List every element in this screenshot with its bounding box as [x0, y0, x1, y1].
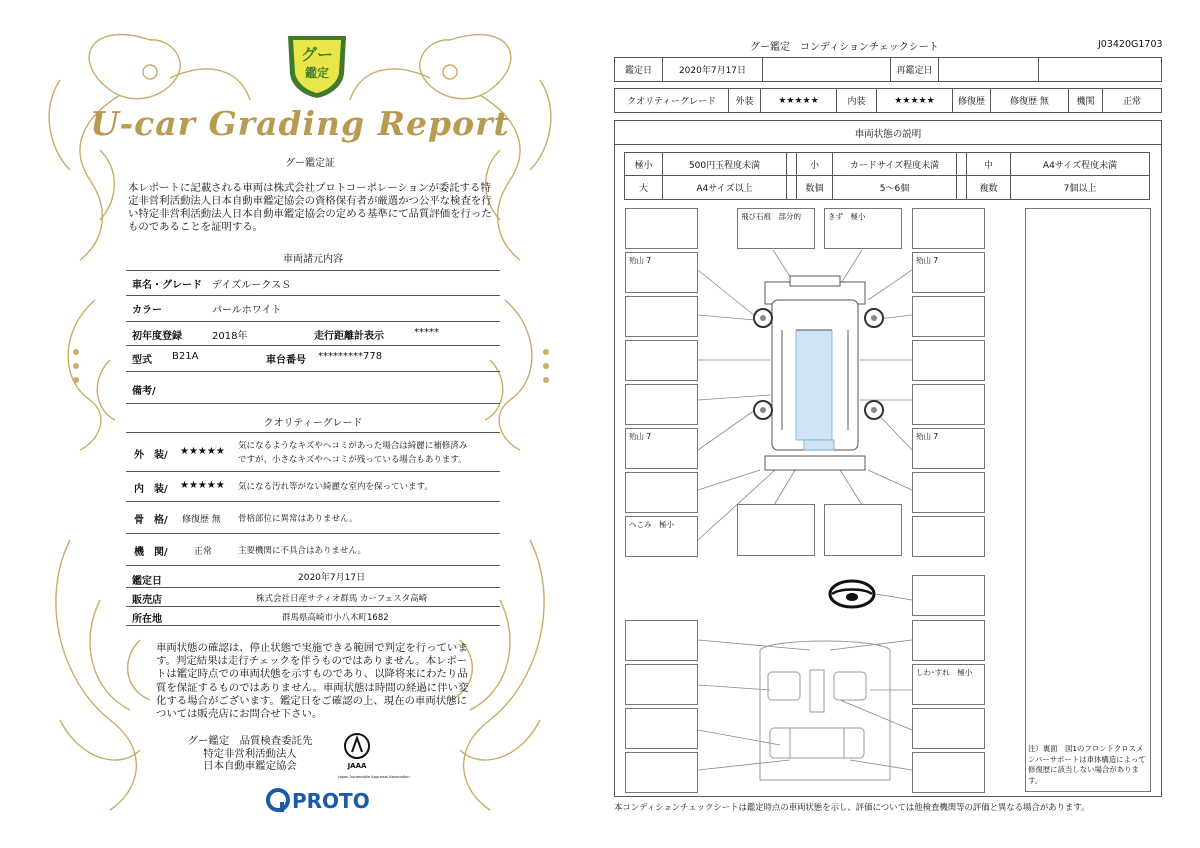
certificate-intro: 本レポートに記載される車両は株式会社プロトコーポレーションが委託する特定非営利活動法人日本自動車鑑定協会の資格保有者が厳選かつ公平な検査を行い特定非営利活動法人日本自動車鑑定協会の定める基準にて品質評価を行ったものであることを証明する。 [128, 182, 492, 233]
legend-label-2: 中 [967, 153, 1011, 175]
car-name-label: 車名・グレード [132, 280, 202, 291]
notes-box [1025, 208, 1151, 792]
date-label: 鑑定日 [132, 576, 162, 587]
footer-text: 車両状態の確認は、停止状態で実施できる範囲で判定を行っています。判定結果は走行チェックを伴うものではありません。本レポートは鑑定時点での車両状態を示すものであり、以降将来にわたり品質を保証するものではありません。車両状態は時間の経過に伴い変化する場合がございます。鑑定日をご確認の上、現在の車両状態については販売店にお問合せ下さい。 [156, 642, 469, 721]
damage-rust-4: 殆山 7 [912, 428, 985, 469]
redate-value [939, 58, 1039, 81]
damage-rust-3: 殆山 7 [625, 428, 698, 469]
specs-title: 車両諸元内容 [283, 254, 343, 265]
frame-desc: 骨格部位に異常はありません。 [238, 514, 358, 524]
sheet-title: グー鑑定 コンディションチェックシート [750, 42, 939, 53]
damage-rust-1: 殆山 7 [625, 252, 698, 293]
date-row [614, 57, 1162, 82]
interior-desc: 気になる汚れ等がない綺麗な室内を保っています。 [238, 482, 433, 492]
engine-value: 正常 [1122, 97, 1141, 107]
organization [180, 735, 320, 773]
svg-text:JAAA: JAAA [347, 762, 367, 770]
svg-text:PROTO: PROTO [292, 789, 370, 813]
size-legend [624, 152, 1150, 200]
sheet-disclaimer: 本コンディションチェックシートは鑑定時点の車両状態を示し、評価については他検査機関等の評価と異なる場合があります。 [614, 802, 1090, 812]
row-interior [126, 472, 500, 502]
legend-row-2 [625, 176, 1149, 199]
frame-value: 修復歴 無 [182, 515, 221, 525]
legend-value-0: 500円玉程度未満 [663, 153, 787, 175]
legend-label-4: 数個 [797, 176, 833, 199]
car-name: デイズルークスＳ [212, 280, 292, 291]
exterior-stars: ★★★★★ [761, 89, 837, 112]
interior-stars: ★★★★★ [877, 89, 953, 112]
row-remarks [126, 372, 500, 404]
quality-title: クオリティーグレード [263, 418, 363, 429]
certificate-title: グー鑑定証 [285, 158, 335, 169]
row-date [126, 566, 500, 588]
jaaa-logo [338, 730, 410, 786]
remarks-label: 備考/ [132, 386, 156, 397]
chassis: *********778 [318, 351, 383, 362]
redate-label: 再鑑定日 [891, 58, 939, 81]
interior-label: 内装 [837, 89, 877, 112]
org-line-1: グー鑑定 品質検査委託先 [187, 735, 313, 747]
exterior-desc-1: 気になるようなキズやヘコミがあった場合は綺麗に補修済み [238, 441, 468, 451]
proto-logo [266, 786, 376, 814]
svg-text:鑑定: 鑑定 [304, 66, 330, 80]
legend-value-2: A4サイズ程度未満 [1042, 160, 1118, 171]
engine-desc: 主要機関に不具合はありません。 [238, 546, 367, 556]
dealer-label: 販売店 [132, 595, 162, 606]
legend-value-1: カードサイズ程度未満 [833, 153, 957, 175]
damage-dent: へこみ 極小 [625, 516, 698, 557]
address-label: 所在地 [132, 614, 162, 625]
date-value: 2020年7月17日 [663, 58, 763, 81]
exterior-stars: ★★★★★ [180, 446, 225, 457]
row-first-reg [126, 322, 500, 346]
first-reg-label: 初年度登録 [132, 331, 182, 342]
row-exterior [126, 432, 500, 472]
row-frame [126, 502, 500, 534]
engine-label: 機関 [1069, 89, 1103, 112]
date-label: 鑑定日 [615, 58, 663, 81]
color-value: パールホワイト [212, 305, 282, 316]
chassis-label: 車台番号 [266, 355, 306, 366]
repair-value: 修復歴 無 [991, 89, 1069, 112]
exterior-label: 外装 [729, 89, 761, 112]
date: 2020年7月17日 [298, 573, 366, 583]
row-dealer [126, 588, 500, 607]
row-model [126, 346, 500, 372]
model-label: 型式 [132, 355, 152, 366]
note-text: 注）裏面 図1のフロントクロスメンバーサポートは車体構造によって修復歴に該当しない場合があります。 [1028, 744, 1146, 785]
sheet-id: J03420G1703 [1098, 39, 1163, 50]
damage-chip: 飛び石痕 部分的 [737, 208, 815, 249]
interior-stars: ★★★★★ [180, 480, 225, 491]
interior-label: 内 装/ [134, 484, 168, 495]
org-line-2: 特定非営利活動法人 [203, 747, 297, 760]
quality-row [614, 88, 1162, 113]
model: B21A [172, 351, 199, 362]
redate-empty [1039, 58, 1161, 81]
legend-label-1: 小 [797, 153, 833, 175]
org-line-3: 日本自動車鑑定協会 [203, 760, 297, 773]
exterior-label: 外 装/ [134, 450, 168, 461]
repair-label: 修復歴 [953, 89, 991, 112]
svg-text:Japan Automobile Appraisal Ass: Japan Automobile Appraisal Association [338, 775, 410, 779]
quality-label: クオリティーグレード [615, 89, 729, 112]
exterior-desc-2: ですが、小さなキズやヘコミが残っている場合もあります。 [238, 455, 467, 465]
legend-label-3: 大 [625, 176, 663, 199]
mileage: ***** [414, 327, 439, 338]
frame-label: 骨 格/ [134, 515, 168, 526]
damage-scratch: きず 極小 [824, 208, 902, 249]
legend-value-3: A4サイズ以上 [663, 176, 787, 199]
goo-kantei-badge-logo [284, 30, 350, 100]
row-address [126, 607, 500, 626]
svg-text:グー: グー [300, 45, 334, 64]
address: 群馬県高崎市小八木町1682 [282, 613, 389, 623]
legend-value-4: 5～6個 [833, 176, 957, 199]
row-engine [126, 534, 500, 566]
damage-wrinkle: しわ･すれ 極小 [912, 664, 985, 705]
row-color [126, 296, 500, 322]
steering-wheel-icon [830, 581, 874, 607]
date-empty [763, 58, 891, 81]
engine-label: 機 関/ [134, 547, 168, 558]
state-title: 車両状態の説明 [615, 121, 1161, 145]
damage-rust-2: 殆山 7 [912, 252, 985, 293]
script-title: U-car Grading Report [90, 104, 510, 143]
dealer: 株式会社日産サティオ群馬 カーフェスタ高崎 [256, 594, 428, 604]
legend-row-1 [625, 153, 1149, 176]
legend-label-0: 極小 [625, 153, 663, 175]
color-label: カラー [132, 305, 162, 316]
row-car-name [126, 270, 500, 296]
mileage-label: 走行距離計表示 [314, 331, 384, 342]
legend-value-5: 7個以上 [1063, 184, 1097, 194]
first-reg: 2018年 [212, 331, 248, 342]
legend-label-5: 複数 [967, 176, 1011, 199]
engine-value: 正常 [194, 547, 213, 557]
